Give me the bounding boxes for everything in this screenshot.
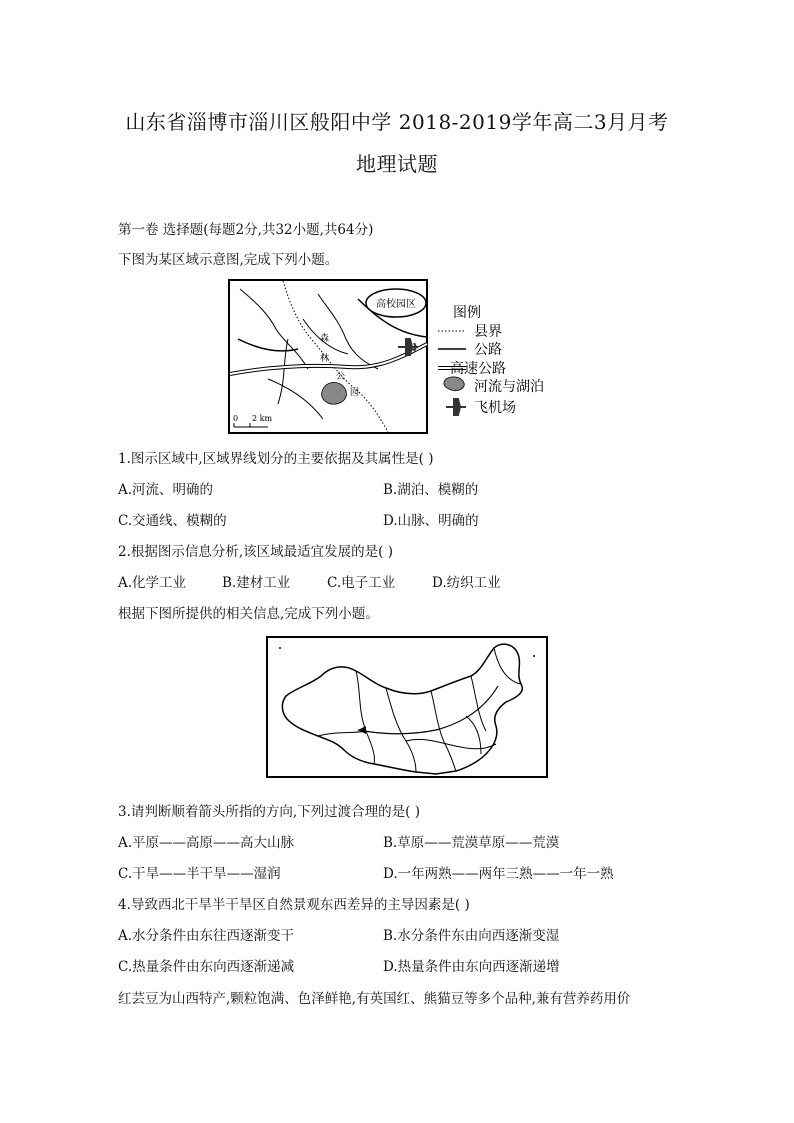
q2-option-d: D.纺织工业 [432,575,501,591]
q1-option-b: B.湖泊、模糊的 [383,482,479,498]
q1-option-d: D.山脉、明确的 [383,513,479,529]
intro-text-1: 下图为某区域示意图,完成下列小题。 [118,252,339,268]
legend-item-airport: 飞机场 [474,400,516,416]
q4-option-d: D.热量条件由东向西逐渐递增 [383,959,560,975]
q4-option-b: B.水分条件东由向西逐渐变湿 [383,928,560,944]
legend-item-road: 公路 [474,342,502,358]
scale-label: 2 km [252,414,273,423]
legend-item-expressway: 高速公路 [450,361,506,377]
q3-stem: 3.请判断顺着箭头所指的方向,下列过渡合理的是( ) [118,804,420,820]
section-heading: 第一卷 选择题(每题2分,共32小题,共64分) [118,222,374,238]
china-outline-map [266,636,548,778]
q1-option-c: C.交通线、模糊的 [118,513,227,529]
q2-option-a: A.化学工业 [118,575,187,591]
legend-title: 图例 [453,305,481,321]
q2-option-c: C.电子工业 [327,575,396,591]
legend-lake-icon [444,377,464,391]
forest-label-1: 森 [320,334,330,344]
region-sketch-map [228,279,573,434]
q3-option-b: B.草原——荒漠草原——荒漠 [383,835,560,851]
q2-option-b: B.建材工业 [222,575,291,591]
passage-text: 红芸豆为山西特产,颗粒饱满、色泽鲜艳,有英国红、熊猫豆等多个品种,兼有营养药用价 [118,991,631,1007]
forest-label-2: 林 [320,354,330,364]
q2-stem: 2.根据图示信息分析,该区域最适宜发展的是( ) [118,544,393,560]
intro-text-2: 根据下图所提供的相关信息,完成下列小题。 [118,606,379,622]
q3-option-c: C.干旱——半干旱——湿润 [118,866,281,882]
paper-title-line2: 地理试题 [356,152,438,176]
q4-option-c: C.热量条件由东向西逐渐递减 [118,959,295,975]
q3-option-d: D.一年两熟——两年三熟——一年一熟 [383,866,614,882]
legend-airport-icon [446,399,466,415]
forest-label-3: 公 [336,372,346,382]
campus-label: 高校园区 [376,299,416,310]
scale-zero: 0 [233,414,239,423]
lake [322,382,347,404]
legend-item-river-lake: 河流与湖泊 [474,379,544,395]
paper-title-line1: 山东省淄博市淄川区般阳中学 2018-2019学年高二3月月考 [125,110,669,134]
q3-option-a: A.平原——高原——高大山脉 [118,835,295,851]
forest-label-4: 园 [350,388,360,398]
q4-stem: 4.导致西北干旱半干旱区自然景观东西差异的主导因素是( ) [118,897,470,913]
q1-option-a: A.河流、明确的 [118,482,214,498]
q1-stem: 1.图示区域中,区域界线划分的主要依据及其属性是( ) [118,451,434,467]
q4-option-a: A.水分条件由东往西逐渐变干 [118,928,295,944]
legend-item-county: 县界 [474,324,502,340]
